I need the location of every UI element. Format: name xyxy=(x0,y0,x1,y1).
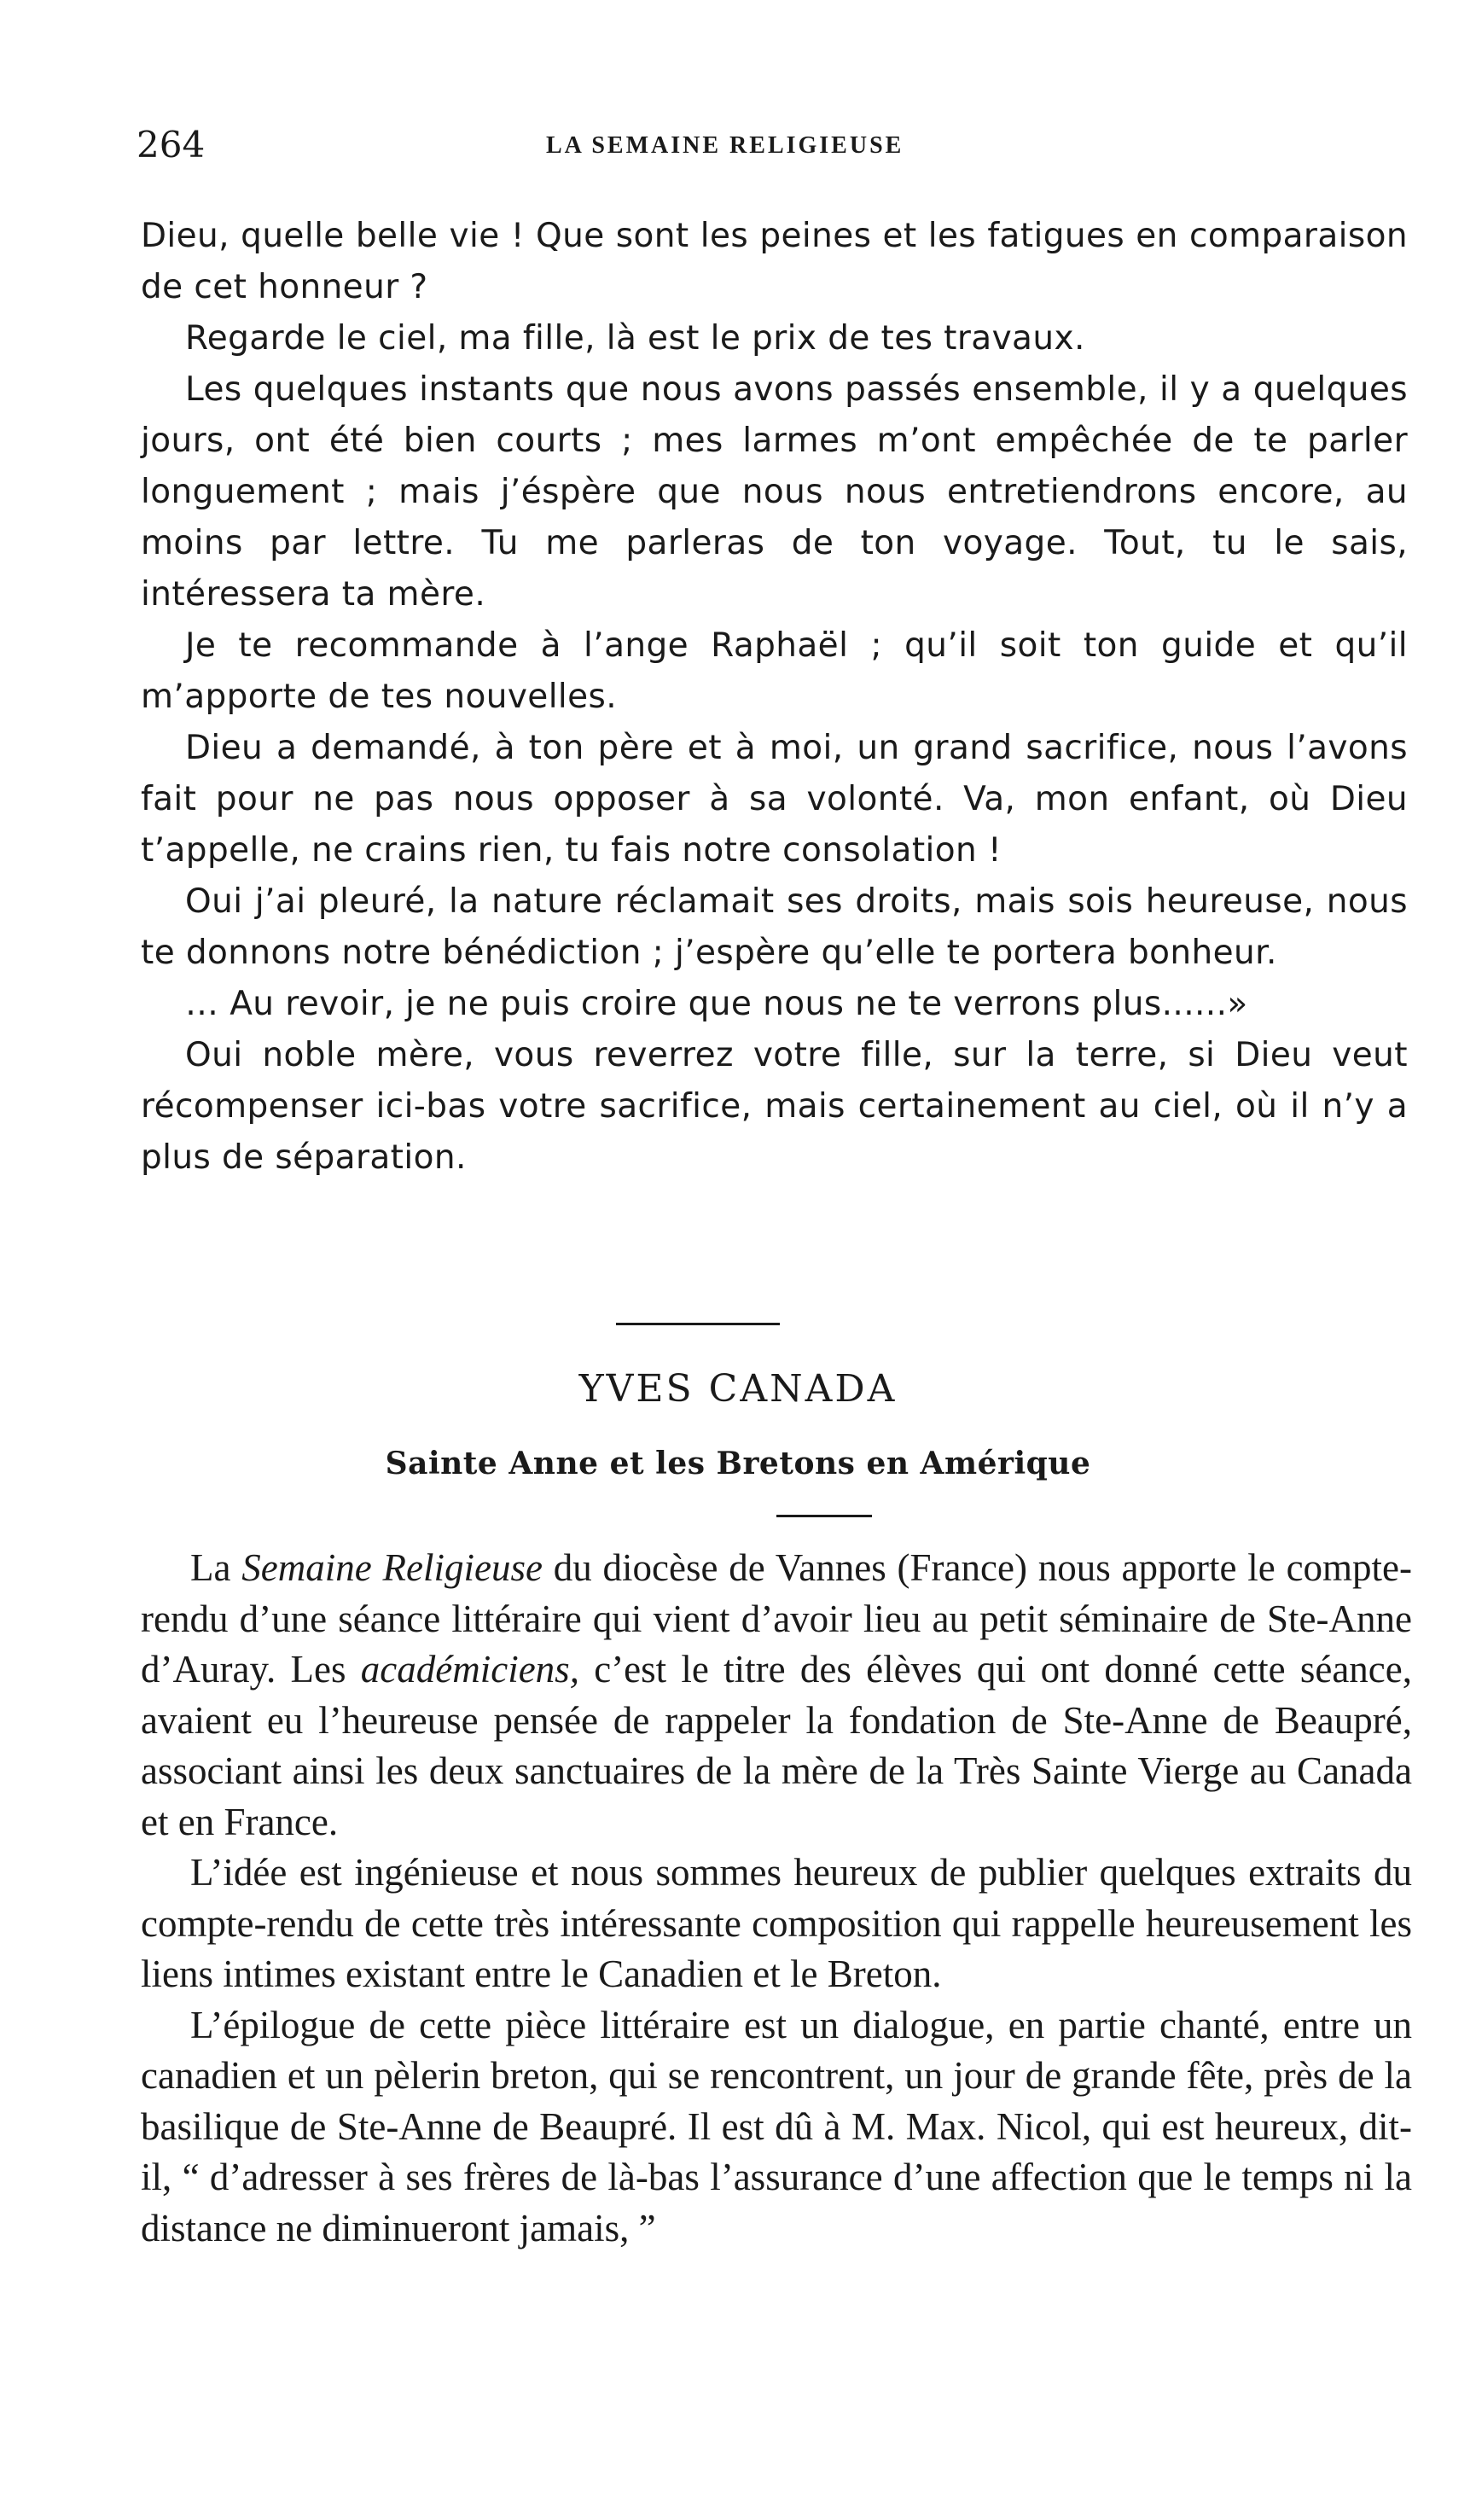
p1-rest: c’est le titre des élèves qui ont donné cette séance, avaient eu l’heureuse pensée de rappeler la fondation de Ste-Anne de Beaupré, associant ainsi les deux sanctuaires de la mère de la Très Sainte Vierge au Canada et en France. xyxy=(141,1648,1412,1843)
running-title: LA SEMAINE RELIGIEUSE xyxy=(546,132,904,159)
page-number: 264 xyxy=(137,124,206,166)
article-paragraph: L’épilogue de cette pièce littéraire est un dialogue, en partie chanté, entre un canadien et un pèlerin breton, qui se rencontrent, un jour de grande fête, près de la basilique de Ste-Anne de Beaupré. Il est dû à M. Max. Nicol, qui est heureux, dit-il, “ d’adresser à ses frères de là-bas l’assurance d’une affection que le temps ni la distance ne diminueront jamais, ” xyxy=(141,2003,1412,2249)
letter-paragraph: Oui noble mère, vous reverrez votre fille, sur la terre, si Dieu veut récompenser ici-bas votre sacrifice, mais certainement au ciel, où il n’y a plus de séparation. xyxy=(141,1036,1408,1177)
article-paragraph xyxy=(141,1543,1412,1848)
letter-paragraph: Les quelques instants que nous avons passés ensemble, il y a quelques jours, ont été bien courts ; mes larmes m’ont empêchée de te parler longuement ; mais j’éspère que nous nous entretiendrons encore, au moins par lettre. Tu me parleras de ton voyage. Tout, tu le sais, intéressera ta mère. xyxy=(141,370,1408,614)
article-paragraph: L’idée est ingénieuse et nous sommes heureux de publier quelques extraits du compte-rendu de cette très intéressante composition qui rappelle heureusement les liens intimes existant entre le Canadien et le Breton. xyxy=(141,1851,1412,1995)
section-divider-bottom xyxy=(776,1515,872,1517)
p1-intro: La xyxy=(190,1546,242,1589)
article-title: YVES CANADA xyxy=(578,1367,898,1411)
article-body xyxy=(141,1543,1412,2254)
letter-paragraph: Dieu, quelle belle vie ! Que sont les peines et les fatigues en comparaison de cet honneur ? xyxy=(141,217,1408,306)
running-head xyxy=(137,119,1391,171)
letter-paragraph: … Au revoir, je ne puis croire que nous ne te verrons plus......» xyxy=(185,985,1248,1023)
journal-name: Semaine Religieuse xyxy=(241,1546,543,1589)
letter-paragraph: Dieu a demandé, à ton père et à moi, un grand sacrifice, nous l’avons fait pour ne pas nous opposer à sa volonté. Va, mon enfant, où Dieu t’appelle, ne crains rien, tu fais notre consolation ! xyxy=(141,729,1408,870)
article-subtitle: Sainte Anne et les Bretons en Amérique xyxy=(385,1446,1091,1481)
section-divider-top xyxy=(616,1323,780,1325)
letter-paragraph: Oui j’ai pleuré, la nature réclamait ses droits, mais sois heureuse, nous te donnons notre bénédiction ; j’espère qu’elle te portera bonheur. xyxy=(141,882,1408,972)
term-academiciens: académiciens, xyxy=(360,1648,579,1691)
letter-paragraph: Je te recommande à l’ange Raphaël ; qu’il soit ton guide et qu’il m’apporte de tes nouvelles. xyxy=(141,626,1408,716)
letter-text xyxy=(141,211,1408,1184)
p1-mid: du diocèse de Vannes (France) nous apporte le compte-rendu d’une séance littéraire qui vient d’avoir lieu au petit séminaire de Ste-Anne d’Auray. Les xyxy=(141,1546,1412,1691)
letter-paragraph: Regarde le ciel, ma fille, là est le prix de tes travaux. xyxy=(185,319,1085,358)
